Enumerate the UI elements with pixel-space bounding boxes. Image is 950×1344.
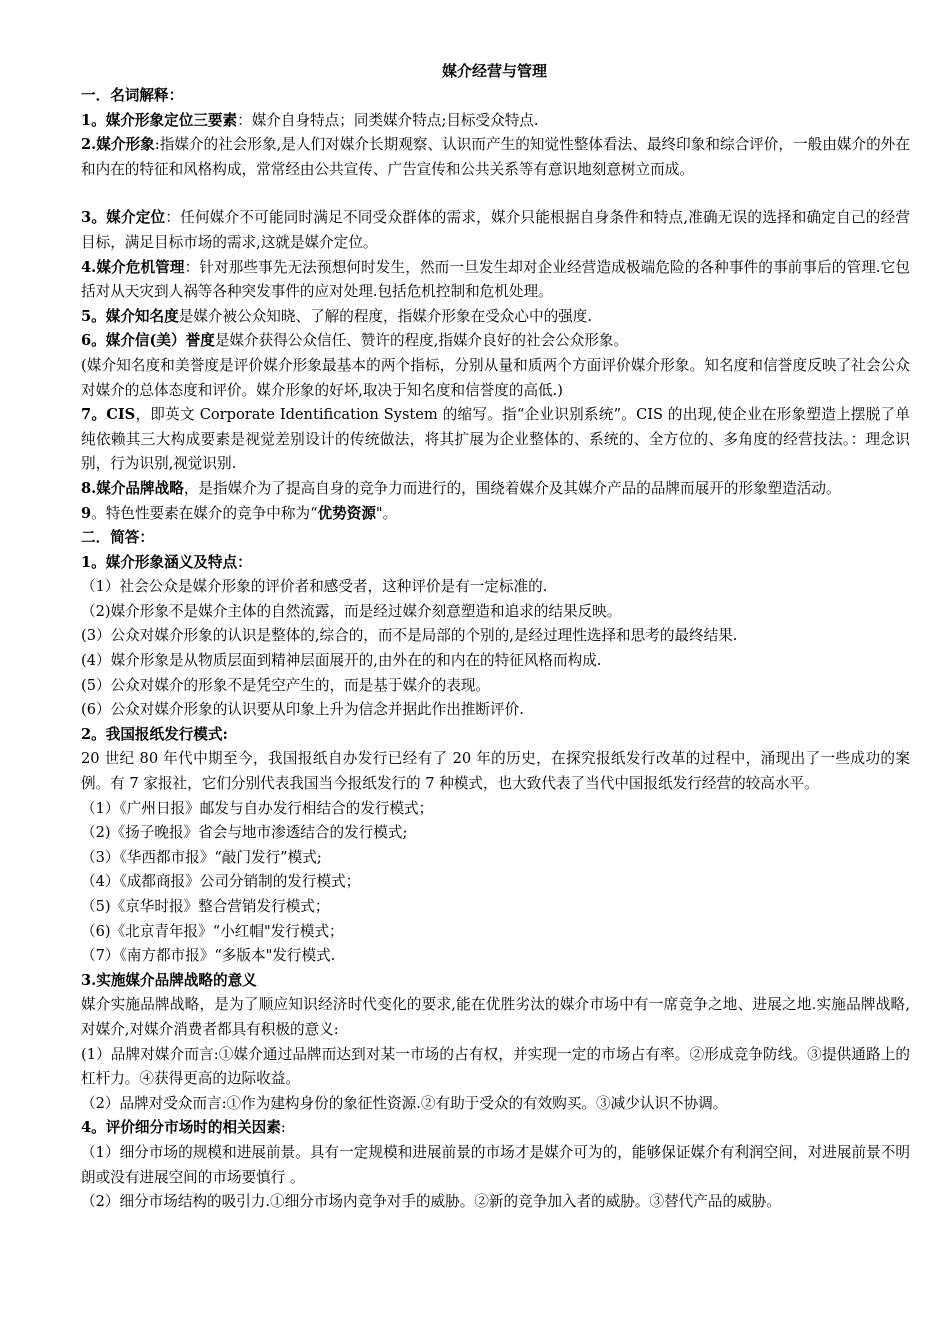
term-5-name: 5。媒介知名度 [81, 307, 179, 325]
question-3-heading: 3.实施媒介品牌战略的意义 [81, 971, 257, 989]
question-2-heading: 2。我国报纸发行模式: [81, 725, 228, 743]
section-heading-short-answers: 二．简答： [81, 529, 154, 547]
list-item: （2)《扬子晚报》省会与地市渗透结合的发行模式; [81, 824, 408, 842]
list-item: （2)媒介形象不是媒介主体的自然流露，而是经过媒介刻意塑造和追求的结果反映。 [81, 602, 622, 620]
term-4: 4.媒介危机管理：针对那些事先无法预想何时发生，然而一旦发生却对企业经营造成极端危险的各种事件的事前事后的管理.它包括对从天灾到人祸等各种突发事件的应对处理.包括危机控制和危机处理。 [81, 258, 910, 301]
list-item: （2）品牌对受众而言:①作为建构身份的象征性资源.②有助于受众的有效购买。③减少认识不协调。 [81, 1094, 728, 1112]
term-1-name: 1。媒介形象定位三要素 [81, 111, 238, 129]
term-6: 6。媒介信(美）誉度是媒介获得公众信任、赞许的程度,指媒介良好的社会公众形象。 [81, 332, 629, 350]
question-3-intro: 媒介实施品牌战略，是为了顺应知识经济时代变化的要求,能在优胜劣汰的媒介市场中有一席竞争之地、进展之地.实施品牌战略,对媒介,对媒介消费者都具有积极的意义: [81, 996, 910, 1038]
list-item: （7）《南方都市报》“多版本"发行模式. [81, 947, 336, 965]
term-7: 7。CIS，即英文 Corporate Identification System 的缩写。指“企业识别系统”。CIS 的出现,使企业在形象塑造上摆脱了单纯依赖其三大构成要素是视觉差别设计的传统做法，将其扩展为企业整体的、系统的、全方位的、多角度的经营技法。：理念识别，行为识别,视觉识别. [81, 406, 910, 473]
question-1-heading: 1。媒介形象涵义及特点： [81, 553, 252, 571]
question-2-intro: 20 世纪 80 年代中期至今，我国报纸自办发行已经有了 20 年的历史，在探究报纸发行改革的过程中，涌现出了一些成功的案例。有 7 家报社，它们分别代表我国当今报纸发行的 7 种模式，也大致代表了当代中国报纸发行经营的较高水平。 [81, 750, 910, 793]
question-4-heading: 4。评价细分市场时的相关因素: [81, 1119, 286, 1137]
list-item: （5)《京华时报》整合营销发行模式； [81, 898, 330, 915]
list-item: （3）《华西都市报》“敲门发行”模式; [81, 848, 322, 866]
term-2-name: 2.媒介形象 [81, 136, 155, 154]
list-item: (5）公众对媒介的形象不是凭空产生的，而是基于媒介的表现。 [81, 676, 491, 694]
list-item: （4）《成都商报》公司分销制的发行模式； [81, 873, 361, 891]
term-7-name: 7。CIS [81, 406, 136, 424]
section-heading-definitions: 一．名词解释： [81, 87, 184, 104]
term-6-name: 6。媒介信(美）誉度 [81, 332, 215, 350]
blank-line [81, 182, 910, 206]
term-9: 9。特色性要素在媒介的竞争中称为“优势资源"。 [81, 504, 398, 522]
list-item: （2）细分市场结构的吸引力.①细分市场内竞争对手的威胁。②新的竞争加入者的威胁。③替代产品的威胁。 [81, 1193, 781, 1211]
term-9-name: 优势资源 [317, 504, 376, 522]
list-item: （1）《广州日报》邮发与自办发行相结合的发行模式； [81, 799, 434, 817]
term-4-name: 4.媒介危机管理 [81, 258, 185, 276]
term-1: 1。媒介形象定位三要素：媒介自身特点；同类媒介特点;目标受众特点. [81, 111, 539, 129]
list-item: (1）品牌对媒介而言:①媒介通过品牌而达到对某一市场的占有权，并实现一定的市场占有率。②形成竞争防线。③提供通路上的杠杆力。④获得更高的边际收益。 [81, 1045, 910, 1088]
document-title: 媒介经营与管理 [441, 62, 547, 80]
term-5: 5。媒介知名度是媒介被公众知晓、了解的程度，指媒介形象在受众心中的强度. [81, 307, 592, 325]
term-6-note: (媒介知名度和美誉度是评价媒介形象最基本的两个指标，分别从量和质两个方面评价媒介形象。知名度和信誉度反映了社会公众对媒介的总体态度和评价。媒介形象的好坏,取决于知名度和信誉度的高低.) [81, 356, 910, 399]
list-item: （1）细分市场的规模和进展前景。具有一定规模和进展前景的市场才是媒介可为的，能够保证媒介有利润空间，对进展前景不明朗或没有进展空间的市场要慎行 。 [81, 1143, 910, 1186]
list-item: （1）社会公众是媒介形象的评价者和感受者，这种评价是有一定标准的. [81, 578, 548, 596]
term-2: 2.媒介形象:指媒介的社会形象,是人们对媒介长期观察、认识而产生的知觉性整体看法、最终印象和综合评价，一般由媒介的外在和内在的特征和风格构成，常常经由公共宣传、广告宣传和公共关系等有意识地刻意树立而成。 [81, 136, 910, 178]
term-3: 3。媒介定位：任何媒介不可能同时满足不同受众群体的需求，媒介只能根据自身条件和特点,准确无误的选择和确定自己的经营目标，满足目标市场的需求,这就是媒介定位。 [81, 209, 910, 251]
list-item: (6）公众对媒介形象的认识要从印象上升为信念并据此作出推断评价. [81, 701, 524, 719]
term-3-name: 3。媒介定位 [81, 209, 166, 227]
list-item: (4）媒介形象是从物质层面到精神层面展开的,由外在的和内在的特征风格而构成. [81, 652, 602, 670]
list-item: (3）公众对媒介形象的认识是整体的,综合的，而不是局部的个别的,是经过理性选择和思考的最终结果. [81, 627, 738, 645]
term-8: 8.媒介品牌战略，是指媒介为了提高自身的竞争力而进行的，围绕着媒介及其媒介产品的品牌而展开的形象塑造活动。 [81, 479, 841, 497]
list-item: （6)《北京青年报》“小红帽"发行模式； [81, 922, 344, 940]
term-8-name: 8.媒介品牌战略 [81, 479, 184, 497]
